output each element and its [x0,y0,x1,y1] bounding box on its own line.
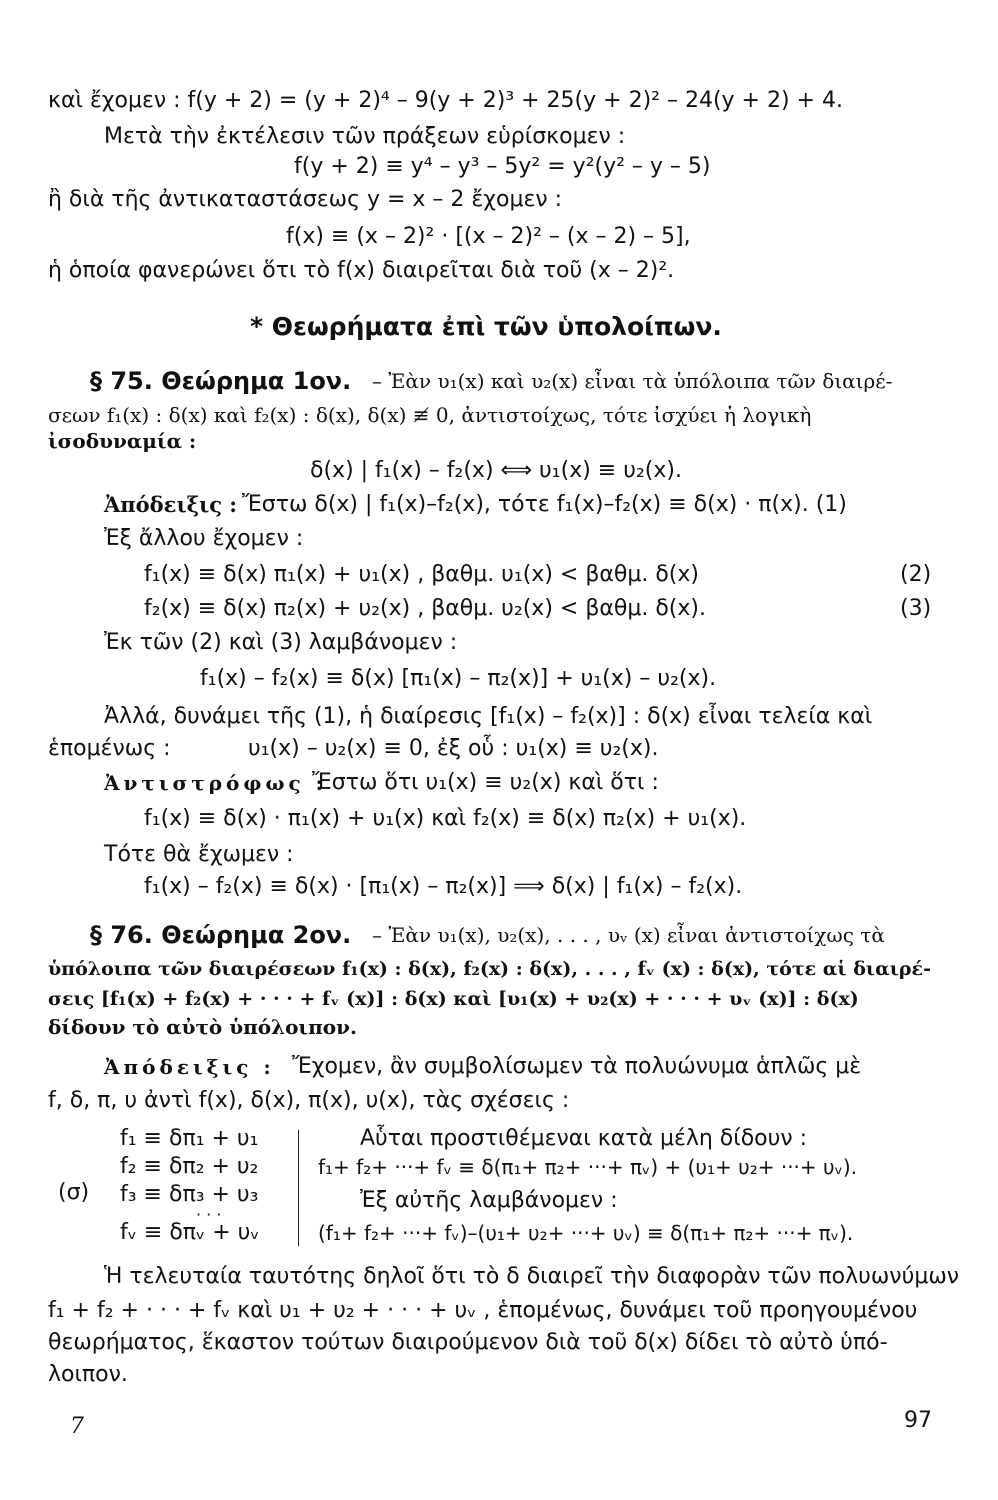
system-equation: fᵥ ≡ δπᵥ + υᵥ [120,1220,260,1245]
equation: f(y + 2) ≡ y⁴ – y³ – 5y² = y²(y² – y – 5) [294,154,711,179]
equation: f₁(x) ≡ δ(x) · π₁(x) + υ₁(x) καὶ f₂(x) ≡ δ(x) π₂(x) + υ₁(x). [144,806,747,831]
equation-number: (2) [900,562,932,587]
equation: f₁(x) – f₂(x) ≡ δ(x) · [π₁(x) – π₂(x)] ⟹ δ(x) | f₁(x) – f₂(x). [144,874,743,899]
theorem-2-heading: § 76. Θεώρημα 2ον. [90,921,352,949]
system-label: (σ) [58,1180,90,1205]
text-line: ὑπόλοιπα τῶν διαιρέσεων f₁(x) : δ(x), f₂(x) : δ(x), . . . , fᵥ (x) : δ(x), τότε αἱ διαιρέ- [48,958,931,980]
text-line: Ἡ τελευταία ταυτότης δηλοῖ ὅτι τὸ δ διαιρεῖ τὴν διαφορὰν τῶν πολυωνύμων [104,1264,960,1289]
text-line: λοιπον. [48,1362,128,1387]
text-line: Ἐξ ἄλλου ἔχομεν : [104,526,304,551]
text-line: δίδουν τὸ αὐτὸ ὑπόλοιπον. [48,1015,357,1039]
text-line: – Ἐὰν υ₁(x), υ₂(x), . . . , υᵥ (x) εἶναι ἀντιστοίχως τὰ [372,923,885,947]
proof-label: Ἀπόδειξις : [104,1055,275,1079]
equation: f₁(x) ≡ δ(x) π₁(x) + υ₁(x) , βαθμ. υ₁(x) < βαθμ. δ(x) [144,562,699,587]
text-line: Αὗται προστιθέμεναι κατὰ μέλη δίδουν : [360,1126,808,1151]
text-line: Ἀλλά, δυνάμει τῆς (1), ἡ διαίρεσις [f₁(x) – f₂(x)] : δ(x) εἶναι τελεία καὶ [104,704,873,729]
text-line: Ἐκ τῶν (2) καὶ (3) λαμβάνομεν : [104,630,458,655]
theorem-1-heading: § 75. Θεώρημα 1ον. [90,367,352,395]
equation: f₁(x) – f₂(x) ≡ δ(x) [π₁(x) – π₂(x)] + υ₁(x) – υ₂(x). [200,666,717,691]
divider [298,1130,299,1246]
text-line: Ἔστω δ(x) | f₁(x)–f₂(x), τότε f₁(x)–f₂(x) ≡ δ(x) · π(x). (1) [242,492,847,517]
equation: f(x) ≡ (x – 2)² · [(x – 2)² – (x – 2) – 5], [286,224,691,249]
converse-label: Ἀντιστρόφως : [104,771,328,795]
text-line: καὶ ἔχομεν : f(y + 2) = (y + 2)⁴ – 9(y + 2)³ + 25(y + 2)² – 24(y + 2) + 4. [48,88,843,113]
equation: f₁+ f₂+ ···+ fᵥ ≡ δ(π₁+ π₂+ ···+ πᵥ) + (υ₁+ υ₂+ ···+ υᵥ). [318,1155,858,1179]
equation-number: (3) [900,596,932,621]
text-line: θεωρήματος, ἕκαστον τούτων διαιρούμενον διὰ τοῦ δ(x) δίδει τὸ αὐτὸ ὑπό- [48,1330,888,1355]
text-line: ἑπομένως : [48,736,171,761]
section-title: * Θεωρήματα ἐπὶ τῶν ὑπολοίπων. [250,312,722,341]
text-line: f, δ, π, υ ἀντὶ f(x), δ(x), π(x), υ(x), τὰς σχέσεις : [48,1088,570,1113]
system-equation: f₂ ≡ δπ₂ + υ₂ [120,1154,259,1179]
equation: f₂(x) ≡ δ(x) π₂(x) + υ₂(x) , βαθμ. υ₂(x) < βαθμ. δ(x). [144,596,706,621]
text-line: Ἔστω ὅτι υ₁(x) ≡ υ₂(x) καὶ ὅτι : [312,770,659,795]
equation: δ(x) | f₁(x) – f₂(x) ⟺ υ₁(x) ≡ υ₂(x). [310,458,682,483]
text-line: Τότε θὰ ἔχωμεν : [104,842,294,867]
text-line: ἰσοδυναμία : [48,429,197,453]
proof-label: Ἀπόδειξις : [104,492,238,517]
system-equation: f₁ ≡ δπ₁ + υ₁ [120,1126,259,1151]
equation: υ₁(x) – υ₂(x) ≡ 0, ἐξ οὗ : υ₁(x) ≡ υ₂(x). [248,736,659,761]
equation: (f₁+ f₂+ ···+ fᵥ)–(υ₁+ υ₂+ ···+ υᵥ) ≡ δ(π₁+ π₂+ ···+ πᵥ). [318,1221,854,1245]
text-line: f₁ + f₂ + · · · + fᵥ καὶ υ₁ + υ₂ + · · · + υᵥ , ἑπομένως, δυνάμει τοῦ προηγουμένου [48,1298,918,1323]
text-line: ἢ διὰ τῆς ἀντικαταστάσεως y = x – 2 ἔχομεν : [48,187,563,212]
text-line: Μετὰ τὴν ἐκτέλεσιν τῶν πράξεων εὑρίσκομεν : [104,124,626,149]
text-line: σεις [f₁(x) + f₂(x) + · · · + fᵥ (x)] : δ(x) καὶ [υ₁(x) + υ₂(x) + · · · + υᵥ (x)] : δ(x) [48,988,859,1010]
text-line: σεων f₁(x) : δ(x) καὶ f₂(x) : δ(x), δ(x) ≢ 0, ἀντιστοίχως, τότε ἰσχύει ἡ λογικὴ [48,403,812,427]
system-dots: · · · [196,1205,222,1224]
system-equation: f₃ ≡ δπ₃ + υ₃ [120,1182,259,1207]
text-line: Ἐξ αὐτῆς λαμβάνομεν : [360,1188,618,1213]
text-line: – Ἐὰν υ₁(x) καὶ υ₂(x) εἶναι τὰ ὑπόλοιπα τῶν διαιρέ- [372,369,893,393]
page-number: 97 [904,1408,932,1433]
signature-mark: 7 [70,1414,84,1439]
text-line: ἡ ὁποία φανερώνει ὅτι τὸ f(x) διαιρεῖται διὰ τοῦ (x – 2)². [48,258,675,283]
text-line: Ἔχομεν, ἂν συμβολίσωμεν τὰ πολυώνυμα ἁπλῶς μὲ [292,1054,862,1079]
